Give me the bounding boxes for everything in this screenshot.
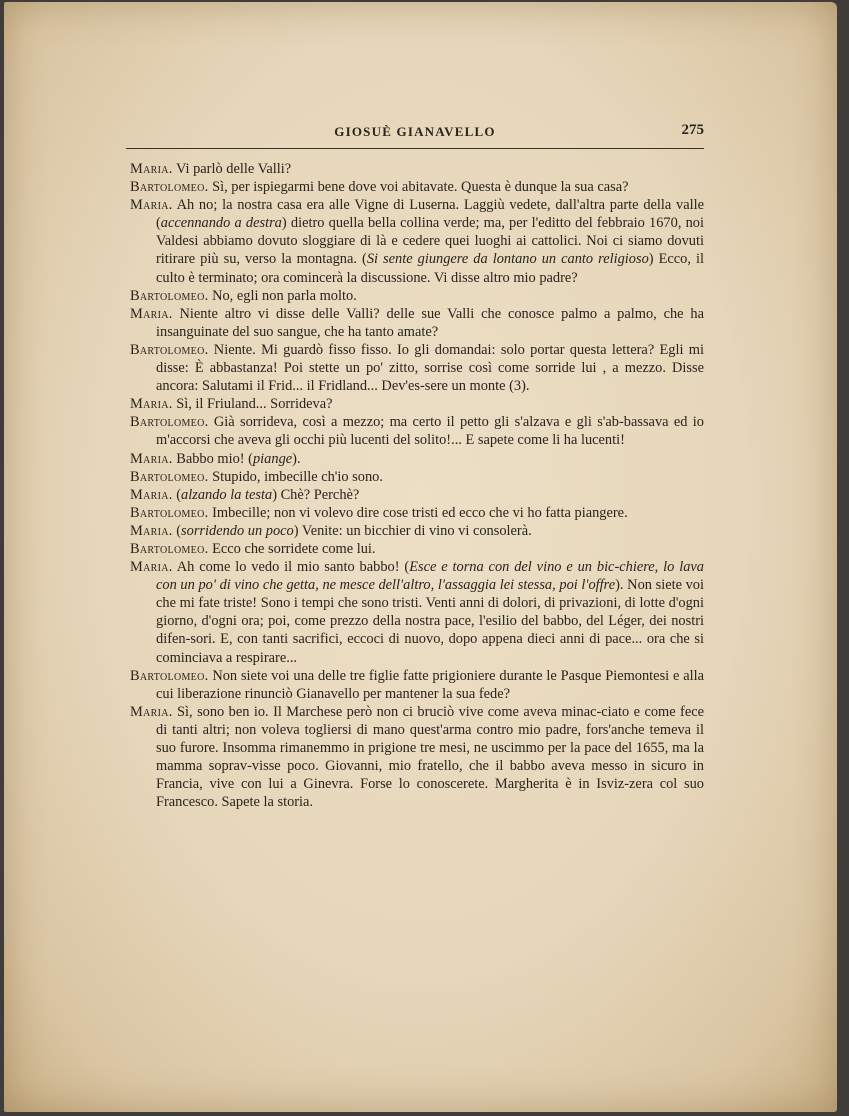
speaker-name: Bartolomeo. bbox=[130, 667, 209, 684]
dialogue-line bbox=[130, 504, 704, 522]
spoken-text: Vi parlò delle Valli? bbox=[172, 161, 292, 177]
dialogue-line bbox=[130, 178, 704, 196]
speaker-name: Maria. bbox=[130, 161, 173, 177]
speaker-name: Maria. bbox=[130, 305, 173, 322]
dialogue-line bbox=[130, 196, 704, 286]
speaker-name: Bartolomeo. bbox=[130, 504, 209, 521]
stage-direction: accennando a destra bbox=[160, 215, 282, 232]
spoken-text: Non siete voi una delle tre figlie fatte prigioniere durante le Pasque Piemontesi e alla cui liberazione rinunciò Gianavello per mantener la sua fede? bbox=[156, 667, 704, 702]
speaker-name: Maria. bbox=[130, 396, 173, 413]
spoken-text: ) dietro quella bella collina verde; ma, per l'editto del febbraio 1670, noi Valdesi abbiamo dovuto sloggiare di là e cedere quei luoghi ai cattolici. Noi ci siamo dovuti ritirare più su, verso la montagna. ( bbox=[156, 215, 704, 268]
spoken-text: Ah come lo vedo il mio santo babbo! ( bbox=[172, 559, 410, 576]
stage-direction: sorridendo un poco bbox=[181, 522, 294, 539]
spoken-text: Ah no; la nostra casa era alle Vigne di Luserna. Laggiù vedete, dall'altra parte della valle ( bbox=[156, 197, 704, 232]
dialogue-line bbox=[130, 703, 704, 812]
spoken-text: Niente altro vi disse delle Valli? delle sue Valli che conosce palmo a palmo, che ha insanguinate del suo sangue, che ha tanto amate? bbox=[156, 305, 704, 340]
dialogue-line bbox=[130, 558, 704, 667]
spoken-text: Già sorrideva, così a mezzo; ma certo il petto gli s'alzava e gli s'ab-bassava ed io m'accorsi che aveva gli occhi più lucenti del solito!... E sapete come li ha lucenti! bbox=[156, 414, 704, 449]
spoken-text: Stupido, imbecille ch'io sono. bbox=[208, 468, 383, 485]
spoken-text: ) Venite: un bicchier di vino vi consolerà. bbox=[293, 522, 532, 539]
dialogue-body bbox=[130, 160, 704, 811]
dialogue-line bbox=[130, 395, 704, 413]
spoken-text: Imbecille; non vi volevo dire cose tristi ed ecco che vi ho fatta piangere. bbox=[208, 504, 628, 521]
running-title: GIOSUÈ GIANAVELLO bbox=[334, 124, 496, 139]
spoken-text: ( bbox=[172, 486, 182, 503]
dialogue-line bbox=[130, 287, 704, 305]
speaker-name: Maria. bbox=[130, 450, 173, 467]
stage-direction: piange bbox=[252, 450, 293, 467]
spoken-text: Sì, il Friuland... Sorrideva? bbox=[172, 396, 333, 413]
spoken-text: Niente. Mi guardò fisso fisso. Io gli domandai: solo portar questa lettera? Egli mi disse: È abbastanza! Poi stette un po' zitto, sorrise così come sorride lui , a mezzo. Disse ancora: Salutami il Frid... il Fridland... Dev'es-sere un monte (3). bbox=[156, 341, 704, 395]
speaker-name: Bartolomeo. bbox=[130, 341, 209, 358]
speaker-name: Bartolomeo. bbox=[130, 540, 209, 557]
dialogue-line bbox=[130, 450, 704, 468]
page-header bbox=[126, 124, 704, 149]
dialogue-line bbox=[130, 486, 704, 504]
dialogue-line bbox=[130, 305, 704, 341]
dialogue-line bbox=[130, 522, 704, 540]
dialogue-line bbox=[130, 667, 704, 703]
spoken-text: No, egli non parla molto. bbox=[208, 287, 357, 304]
speaker-name: Bartolomeo. bbox=[130, 179, 209, 196]
speaker-name: Maria. bbox=[130, 522, 173, 539]
speaker-name: Maria. bbox=[130, 703, 173, 720]
speaker-name: Maria. bbox=[130, 197, 173, 214]
dialogue-line bbox=[130, 540, 704, 558]
dialogue-line bbox=[130, 468, 704, 486]
speaker-name: Maria. bbox=[130, 486, 173, 503]
spoken-text: Sì, per ispiegarmi bene dove voi abitavate. Questa è dunque la sua casa? bbox=[208, 179, 629, 196]
spoken-text: Babbo mio! ( bbox=[172, 450, 253, 467]
stage-direction: Esce e torna con del vino e un bic-chiere, lo lava con un po' di vino che getta, ne mesce dell'altro, l'assaggia lei stessa, poi l'offre bbox=[156, 559, 704, 594]
spoken-text: ( bbox=[172, 522, 182, 539]
spoken-text: ). bbox=[292, 450, 301, 467]
spoken-text: Sì, sono ben io. Il Marchese però non ci bruciò vive come aveva minac-ciato e come fece di tanti altri; non voleva togliersi di mano quest'arma contro mio padre, fors'anche temeva il suo furore. Insomma rimanemmo in prigione tre mesi, ne uscimmo per la pace del 1655, ma la mamma soprav-visse poco. Giovanni, mio fratello, che il babbo aveva messo in sicuro in Francia, vive con lui a Ginevra. Forse lo conoscerete. Margherita è in Isviz-zera col suo Francesco. Sapete la storia. bbox=[156, 703, 704, 811]
speaker-name: Bartolomeo. bbox=[130, 468, 209, 485]
speaker-name: Bartolomeo. bbox=[130, 287, 209, 304]
stage-direction: alzando la testa bbox=[181, 486, 273, 503]
spoken-text: ) Chè? Perchè? bbox=[272, 486, 360, 503]
dialogue-line bbox=[130, 160, 704, 178]
spoken-text: Ecco che sorridete come lui. bbox=[208, 540, 376, 557]
page-number: 275 bbox=[681, 122, 704, 138]
stage-direction: Si sente giungere da lontano un canto religioso bbox=[366, 251, 649, 268]
speaker-name: Maria. bbox=[130, 559, 173, 576]
dialogue-line bbox=[130, 413, 704, 449]
speaker-name: Bartolomeo. bbox=[130, 414, 209, 431]
book-page bbox=[4, 2, 837, 1112]
spoken-text: ). Non siete voi che mi fate triste! Sono i tempi che sono tristi. Venti anni di dolori, di privazioni, di lotte d'ogni giorno, d'ogni ora; poi, come prezzo della nostra pace, l'esilio del babbo, del Léger, dei nostri difen-sori. E, con tanti sacrifici, eccoci di nuovo, dopo appena dieci anni di pace... ora che si cominciava a respirare... bbox=[156, 577, 705, 666]
spoken-text: ) Ecco, il culto è terminato; ora comincerà la discussione. Vi disse altro mio padre? bbox=[156, 251, 704, 286]
dialogue-line bbox=[130, 341, 704, 395]
